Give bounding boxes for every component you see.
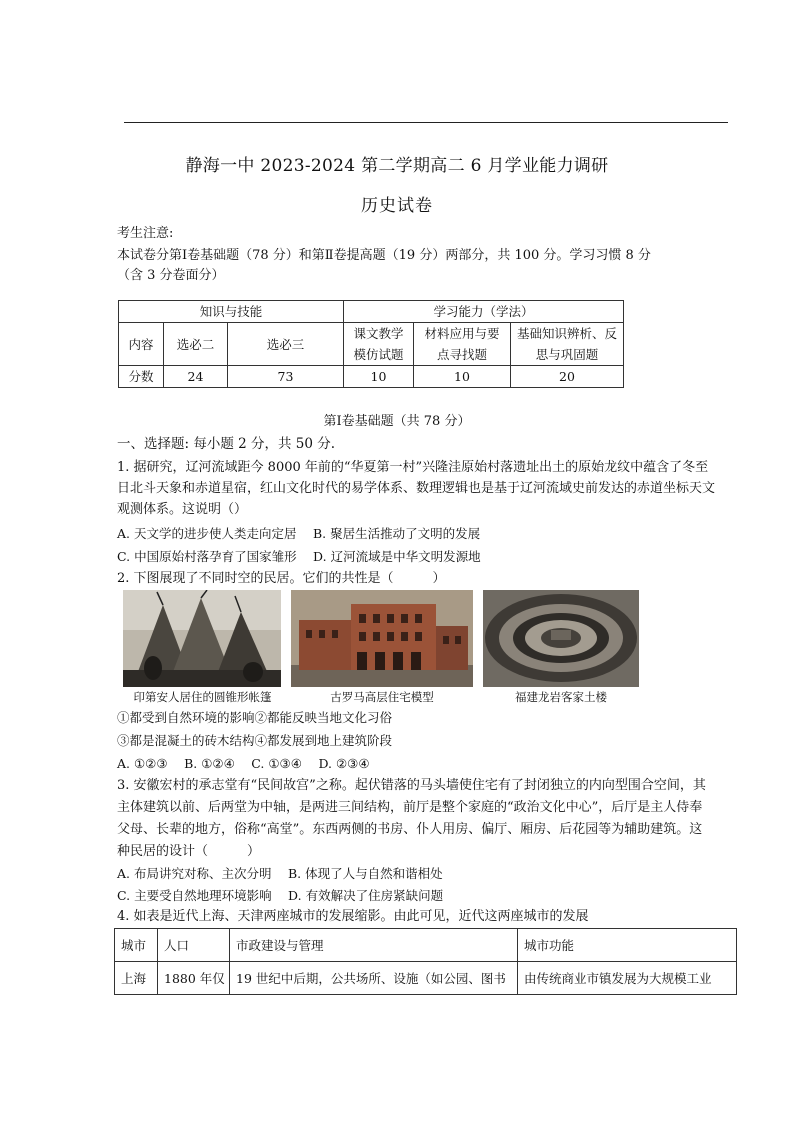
score-row-label-content: 内容 [119,323,164,366]
q3-options-2: C. 主要受自然地理环境影响 D. 有效解决了住房紧缺问题 [117,888,444,903]
city-row-shanghai-name: 上海 [115,962,158,995]
tepee-caption: 印第安人居住的圆锥形帐篷 [133,690,272,704]
q4-stem: 4. 如表是近代上海、天津两座城市的发展缩影。由此可见，近代这两座城市的发展 [117,909,589,924]
q2-statements-2: ③都是混凝土的砖木结构④都发展到地上建筑阶段 [117,733,393,748]
notice-line-1: 本试卷分第Ⅰ卷基础题（78 分）和第Ⅱ卷提高题（19 分）两部分，共 100 分。学习习惯 8 分 [117,248,651,263]
city-row-shanghai-municipal: 19 世纪中后期，公共场所、设施（如公园、图书 [230,962,518,995]
score-value-5: 20 [511,366,624,388]
q3-line-4: 种民居的设计（ ） [117,844,261,859]
q1-line-1: 1. 据研究，辽河流域距今 8000 年前的“华夏第一村”兴隆洼原始村落遗址出土的原始龙纹中蕴含了冬至 [117,460,709,475]
score-value-3: 10 [344,366,414,388]
q2-statements-1: ①都受到自然环境的影响②都能反映当地文化习俗 [117,710,393,725]
score-cell-c3: 课文教学 模仿试题 [344,323,414,366]
tulou-caption: 福建龙岩客家土楼 [515,690,607,704]
q1-options-2: C. 中国原始村落孕育了国家雏形 D. 辽河流域是中华文明发源地 [117,549,481,564]
exam-title: 静海一中 2023-2024 第二学期高二 6 月学业能力调研 [185,156,609,176]
notice-line-2: （含 3 分卷面分） [117,268,225,283]
q1-line-3: 观测体系。这说明（） [117,502,248,517]
city-row-shanghai-function: 由传统商业市镇发展为大规模工业 [518,962,737,995]
city-header-city: 城市 [115,929,158,962]
section-part: 一、选择题: 每小题 2 分，共 50 分. [117,436,336,452]
q3-line-1: 3. 安徽宏村的承志堂有“民间故宫”之称。起伏错落的马头墙使住宅有了封闭独立的内向型围合空间，其 [117,778,706,793]
city-row-shanghai-population: 1880 年仅 [158,962,230,995]
header-rule [124,122,728,123]
score-group-knowledge: 知识与技能 [119,301,344,323]
score-cell-c4: 材料应用与要 点寻找题 [414,323,511,366]
q2-stem: 2. 下图展现了不同时空的民居。它们的共性是（ ） [117,571,446,586]
score-cell-c2: 选必三 [228,323,344,366]
q1-line-2: 日北斗天象和赤道星宿，红山文化时代的易学体系、数理逻辑也是基于辽河流域史前发达的赤道坐标天文 [117,481,716,496]
score-row-label-score: 分数 [119,366,164,388]
roman-model-image [291,590,473,687]
score-table [118,300,624,388]
q3-line-3: 父母、长辈的地方，俗称“高堂”。东西两侧的书房、仆人用房、偏厅、厢房、后花园等为辅助建筑。这 [117,822,703,837]
city-table [114,928,737,995]
city-header-municipal: 市政建设与管理 [230,929,518,962]
notice-heading: 考生注意: [117,226,174,241]
score-cell-c1: 选必二 [164,323,228,366]
tepee-image [123,590,281,687]
city-header-function: 城市功能 [518,929,737,962]
score-value-2: 73 [228,366,344,388]
section-title: 第Ⅰ卷基础题（共 78 分） [323,414,471,429]
roman-model-caption: 古罗马高层住宅模型 [330,690,434,704]
score-cell-c5: 基础知识辨析、反 思与巩固题 [511,323,624,366]
city-header-population: 人口 [158,929,230,962]
score-value-4: 10 [414,366,511,388]
score-value-1: 24 [164,366,228,388]
q1-options-1: A. 天文学的进步使人类走向定居 B. 聚居生活推动了文明的发展 [117,526,481,541]
q2-options: A. ①②③ B. ①②④ C. ①③④ D. ②③④ [117,756,370,771]
tulou-image [483,590,639,687]
score-group-ability: 学习能力（学法） [344,301,624,323]
q3-options-1: A. 布局讲究对称、主次分明 B. 体现了人与自然和谐相处 [117,866,443,881]
q3-line-2: 主体建筑以前、后两堂为中轴，是两进三间结构，前厅是整个家庭的“政治文化中心”，后厅是主人侍奉 [117,800,703,815]
exam-subtitle: 历史试卷 [361,196,433,216]
